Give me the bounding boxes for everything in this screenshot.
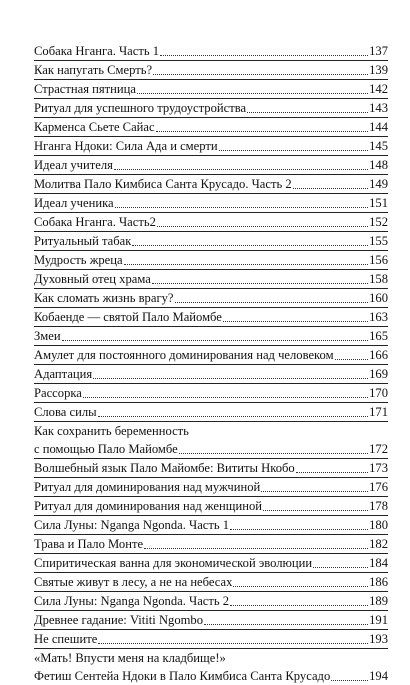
toc-entry-page: 193 [369, 632, 388, 646]
toc-entry [34, 346, 388, 365]
toc-entry-page: 172 [369, 442, 388, 456]
dot-leader [223, 321, 368, 322]
dot-leader [261, 491, 368, 492]
toc-entry-title: Не спешите [34, 632, 98, 646]
toc-entry-title: Волшебный язык Пало Майомбе: Вититы Нкобо [34, 461, 295, 475]
toc-entry [34, 611, 388, 630]
dot-leader [219, 150, 368, 151]
toc-entry-page: 160 [369, 291, 388, 305]
toc-entry-title: Адаптация [34, 367, 93, 381]
toc-entry-title: Как напугать Смерть? [34, 63, 153, 77]
toc-entry-page: 166 [369, 348, 388, 362]
toc-entry-title: Духовный отец храма [34, 272, 151, 286]
toc-entry-page: 139 [369, 63, 388, 77]
toc-entry-title: Сила Луны: Nganga Ngonda. Часть 1 [34, 518, 230, 532]
toc-entry-title: Карменса Сьете Сайас [34, 120, 155, 134]
toc-entry-title: Змеи [34, 329, 61, 343]
toc-entry [34, 440, 388, 459]
dot-leader [331, 680, 368, 681]
toc-entry-title: Рассорка [34, 386, 82, 400]
toc-entry [34, 99, 388, 118]
toc-entry-title: Святые живут в лесу, а не на небесах [34, 575, 233, 589]
toc-entry [34, 365, 388, 384]
toc-entry-page: 176 [369, 480, 388, 494]
dot-leader [114, 169, 368, 170]
toc-entry-title: Сила Луны: Nganga Ngonda. Часть 2 [34, 594, 230, 608]
dot-leader [132, 245, 368, 246]
toc-entry [34, 80, 388, 99]
toc-entry [34, 516, 388, 535]
toc-entry [34, 270, 388, 289]
toc-entry-page: 173 [369, 461, 388, 475]
dot-leader [230, 605, 368, 606]
dot-leader [335, 359, 369, 360]
toc-entry [34, 156, 388, 175]
dot-leader [124, 264, 369, 265]
toc-entry-page: 137 [369, 44, 388, 58]
toc-entry-title: Кобаенде — святой Пало Майомбе [34, 310, 222, 324]
toc-entry-page: 182 [369, 537, 388, 551]
toc-entry-page: 149 [369, 177, 388, 191]
toc-entry-title: Ритуал для доминирования над мужчиной [34, 480, 261, 494]
toc-entry [34, 497, 388, 516]
toc-entry-page: 184 [369, 556, 388, 570]
toc-entry [34, 459, 388, 478]
toc-entry-title: «Мать! Впусти меня на кладбище!» [34, 651, 226, 665]
dot-leader [115, 207, 369, 208]
toc-entry [34, 213, 388, 232]
toc-entry-page: 194 [369, 669, 388, 683]
toc-entry-title: Спиритическая ванна для экономической эволюции [34, 556, 313, 570]
dot-leader [62, 340, 369, 341]
toc-entry [34, 118, 388, 137]
toc-entry-title: Трава и Пало Монте [34, 537, 144, 551]
toc-entry-title: Нганга Ндоки: Сила Ада и смерти [34, 139, 218, 153]
toc-entry-title: Мудрость жреца [34, 253, 123, 267]
toc-entry [34, 61, 388, 80]
toc-entry [34, 137, 388, 156]
toc-entry-page: 169 [369, 367, 388, 381]
toc-entry-title: Древнее гадание: Vititi Ngombo [34, 613, 204, 627]
toc-entry [34, 535, 388, 554]
dot-leader [204, 624, 368, 625]
toc-entry-page: 151 [369, 196, 388, 210]
dot-leader [93, 378, 368, 379]
dot-leader [83, 397, 368, 398]
toc-entry-title: Идеал ученика [34, 196, 114, 210]
dot-leader [175, 302, 369, 303]
dot-leader [152, 283, 368, 284]
toc-entry-page: 144 [369, 120, 388, 134]
dot-leader [247, 112, 368, 113]
toc-entry [34, 251, 388, 270]
dot-leader [179, 453, 368, 454]
toc-entry-page: 148 [369, 158, 388, 172]
dot-leader [98, 643, 368, 644]
toc-entry-title: Ритуальный табак [34, 234, 132, 248]
toc-entry-page: 180 [369, 518, 388, 532]
toc-entry-title: Как сохранить беременность [34, 424, 189, 438]
toc-entry [34, 175, 388, 194]
toc-entry-title: Ритуал для доминирования над женщиной [34, 499, 262, 513]
toc-entry [34, 667, 388, 685]
toc-entry-title: Идеал учителя [34, 158, 113, 172]
dot-leader [233, 586, 368, 587]
dot-leader [144, 548, 368, 549]
toc-entry [34, 289, 388, 308]
toc-entry-title: Как сломать жизнь врагу? [34, 291, 174, 305]
toc-entry [34, 573, 388, 592]
toc-entry [34, 327, 388, 346]
toc-entry [34, 630, 388, 649]
toc-entry-page: 143 [369, 101, 388, 115]
dot-leader [156, 131, 369, 132]
toc-entry [34, 554, 388, 573]
toc-entry-page: 156 [369, 253, 388, 267]
toc-entry-page: 152 [369, 215, 388, 229]
table-of-contents [34, 42, 388, 685]
toc-entry-page: 191 [369, 613, 388, 627]
toc-entry [34, 232, 388, 251]
toc-entry [34, 384, 388, 403]
dot-leader [263, 510, 368, 511]
toc-entry-page: 178 [369, 499, 388, 513]
toc-entry [34, 649, 388, 667]
toc-entry-page: 145 [369, 139, 388, 153]
toc-entry-page: 189 [369, 594, 388, 608]
toc-entry-title: Собака Нганга. Часть 1 [34, 44, 160, 58]
toc-entry-page: 142 [369, 82, 388, 96]
toc-entry-page: 186 [369, 575, 388, 589]
dot-leader [157, 226, 368, 227]
toc-entry [34, 403, 388, 422]
toc-entry [34, 42, 388, 61]
toc-entry-title: Страстная пятница [34, 82, 136, 96]
toc-entry-page: 163 [369, 310, 388, 324]
toc-entry-page: 171 [369, 405, 388, 419]
toc-entry-title: с помощью Пало Майомбе [34, 442, 178, 456]
toc-entry-title: Собака Нганга. Часть2 [34, 215, 156, 229]
toc-entry [34, 478, 388, 497]
dot-leader [293, 188, 368, 189]
toc-entry [34, 194, 388, 213]
toc-entry [34, 308, 388, 327]
toc-entry-page: 155 [369, 234, 388, 248]
toc-entry [34, 592, 388, 611]
dot-leader [296, 472, 368, 473]
toc-entry-title: Слова силы [34, 405, 97, 419]
dot-leader [313, 567, 368, 568]
dot-leader [230, 529, 368, 530]
dot-leader [137, 93, 368, 94]
toc-entry-page: 170 [369, 386, 388, 400]
dot-leader [153, 74, 368, 75]
toc-entry-title: Амулет для постоянного доминирования над человеком [34, 348, 334, 362]
dot-leader [160, 55, 368, 56]
toc-entry-page: 158 [369, 272, 388, 286]
toc-entry-title: Ритуал для успешного трудоустройства [34, 101, 247, 115]
toc-entry-title: Молитва Пало Кимбиса Санта Крусадо. Часть 2 [34, 177, 292, 191]
toc-entry-page: 165 [369, 329, 388, 343]
toc-entry-title: Фетиш Сентейа Ндоки в Пало Кимбиса Санта Крусадо [34, 669, 331, 683]
dot-leader [98, 416, 369, 417]
toc-entry [34, 422, 388, 440]
